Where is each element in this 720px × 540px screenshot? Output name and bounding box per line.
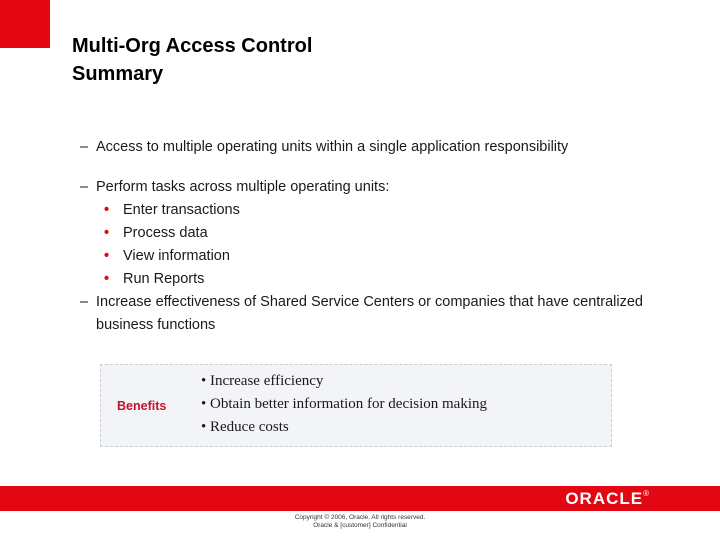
benefit-item: • Obtain better information for decision making	[201, 396, 488, 412]
point-text: Access to multiple operating units within a single application responsibility	[96, 139, 569, 155]
oracle-logo-text: ORACLE	[565, 489, 644, 508]
benefit-item: • Increase efficiency	[201, 373, 324, 389]
sub-point	[97, 268, 680, 291]
brand-red-square	[0, 0, 50, 48]
dash-marker: –	[80, 294, 89, 310]
point-shared-service	[80, 291, 680, 337]
bullet-marker: •	[104, 271, 110, 287]
sub-point-text: Run Reports	[123, 271, 205, 287]
bullet-marker: •	[104, 225, 110, 241]
sub-point	[97, 222, 680, 245]
sub-point	[97, 199, 680, 222]
dash-marker: –	[80, 139, 89, 155]
sub-point-text: Enter transactions	[123, 202, 240, 218]
benefit-item: • Reduce costs	[201, 419, 289, 435]
dash-marker: –	[80, 179, 89, 195]
point-text: Increase effectiveness of Shared Service Centers or companies that have centralized business functions	[96, 294, 643, 333]
bullet-marker: •	[104, 202, 110, 218]
copyright-line: Copyright © 2006, Oracle. All rights reserved.	[294, 514, 426, 521]
point-perform-tasks	[80, 176, 680, 199]
oracle-logo	[565, 489, 650, 509]
benefits-box	[100, 364, 612, 447]
registered-mark: ®	[643, 489, 650, 498]
point-text: Perform tasks across multiple operating units:	[96, 179, 390, 195]
sub-point	[97, 245, 680, 268]
sub-point-text: Process data	[123, 225, 208, 241]
copyright-notice	[0, 514, 720, 530]
slide-title	[72, 32, 312, 88]
benefits-list	[201, 370, 487, 439]
slide-title-line-1: Multi-Org Access Control	[72, 35, 313, 57]
sub-point-text: View information	[123, 248, 230, 264]
sub-point-list	[97, 199, 680, 291]
benefits-label: Benefits	[117, 399, 167, 413]
slide-title-line-2: Summary	[72, 63, 164, 85]
footer-bar	[0, 486, 720, 511]
point-access	[80, 136, 680, 159]
bullet-marker: •	[104, 248, 110, 264]
slide-body	[80, 136, 680, 337]
confidential-line: Oracle & [customer] Confidential	[313, 522, 407, 529]
